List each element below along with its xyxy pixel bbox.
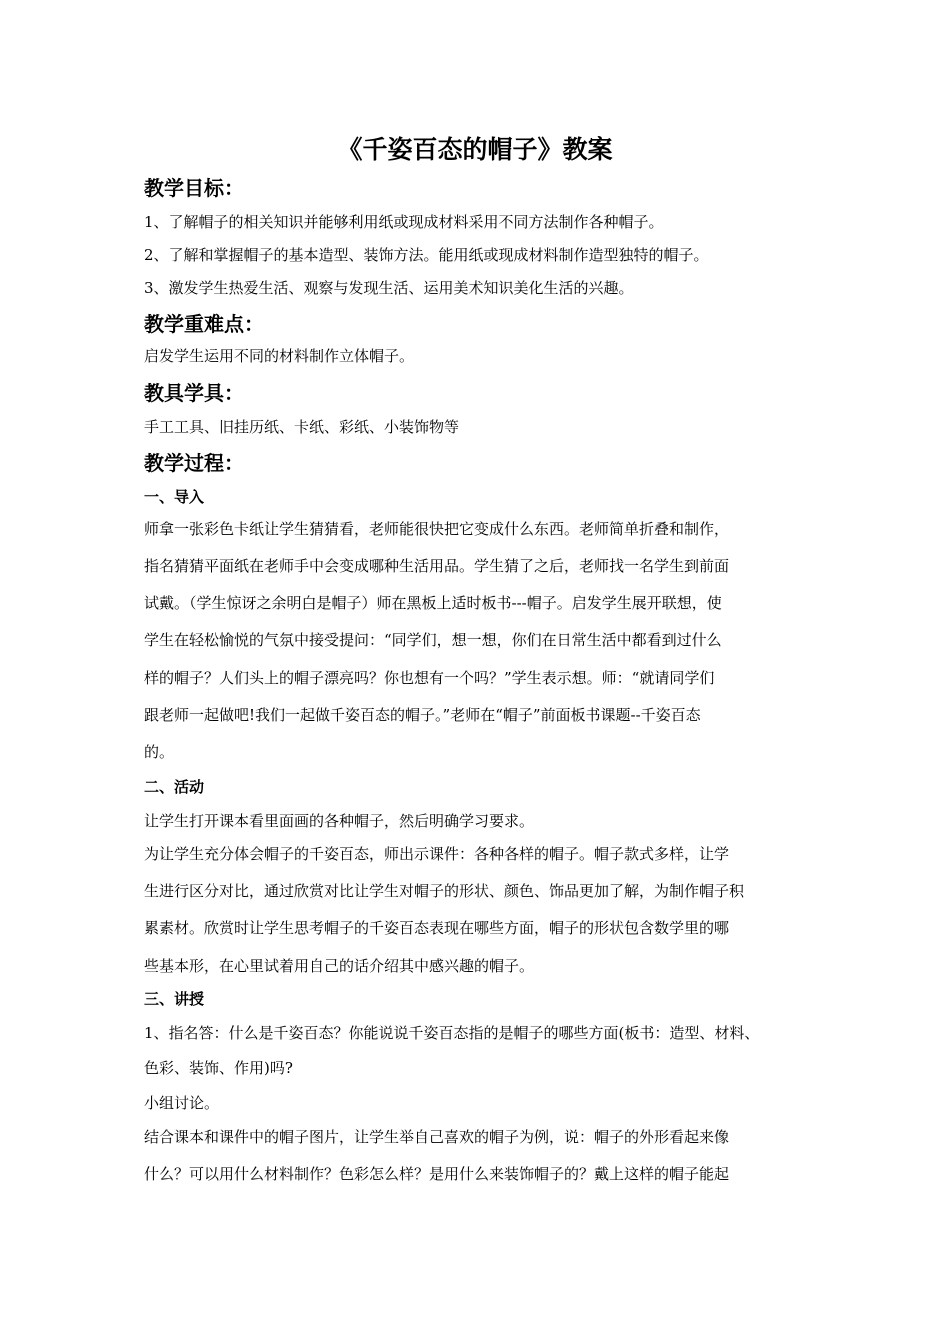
- intro-line: 的。: [144, 743, 175, 761]
- page-title: 《千姿百态的帽子》教案: [337, 135, 613, 164]
- heading-tools: 教具学具：: [144, 381, 244, 405]
- intro-line: 样的帽子？人们头上的帽子漂亮吗？你也想有一个吗？”学生表示想。师：“就请同学们: [144, 669, 715, 687]
- intro-line: 师拿一张彩色卡纸让学生猜猜看，老师能很快把它变成什么东西。老师简单折叠和制作，: [144, 520, 730, 538]
- intro-line: 指名猜猜平面纸在老师手中会变成哪种生活用品。学生猜了之后，老师找一名学生到前面: [144, 557, 730, 575]
- heading-goals: 教学目标：: [144, 176, 244, 200]
- goal-item: 3、激发学生热爱生活、观察与发现生活、运用美术知识美化生活的兴趣。: [144, 279, 634, 297]
- subheading-lecture: 三、讲授: [144, 990, 205, 1008]
- lecture-line: 小组讨论。: [144, 1094, 220, 1112]
- subheading-activity: 二、活动: [144, 778, 205, 796]
- heading-process: 教学过程：: [144, 451, 244, 475]
- activity-line: 生进行区分对比，通过欣赏对比让学生对帽子的形状、颜色、饰品更加了解，为制作帽子积: [144, 882, 745, 900]
- activity-line: 让学生打开课本看里面画的各种帽子，然后明确学习要求。: [144, 812, 535, 830]
- lecture-line: 什么？可以用什么材料制作？色彩怎么样？是用什么来装饰帽子的？戴上这样的帽子能起: [144, 1165, 730, 1183]
- keypoints-text: 启发学生运用不同的材料制作立体帽子。: [144, 347, 415, 365]
- intro-line: 试戴。（学生惊讶之余明白是帽子）师在黑板上适时板书---帽子。启发学生展开联想，使: [144, 594, 722, 612]
- intro-line: 跟老师一起做吧!我们一起做千姿百态的帽子。”老师在“帽子”前面板书课题--千姿百态: [144, 706, 701, 724]
- activity-line: 累素材。欣赏时让学生思考帽子的千姿百态表现在哪些方面，帽子的形状包含数学里的哪: [144, 919, 730, 937]
- activity-line: 为让学生充分体会帽子的千姿百态，师出示课件：各种各样的帽子。帽子款式多样，让学: [144, 845, 730, 863]
- lecture-line: 1、指名答：什么是千姿百态？你能说说千姿百态指的是帽子的哪些方面(板书：造型、材料、: [144, 1024, 760, 1042]
- activity-line: 些基本形，在心里试着用自己的话介绍其中感兴趣的帽子。: [144, 957, 535, 975]
- lecture-line: 结合课本和课件中的帽子图片，让学生举自己喜欢的帽子为例，说：帽子的外形看起来像: [144, 1128, 730, 1146]
- goal-item: 1、了解帽子的相关知识并能够利用纸或现成材料采用不同方法制作各种帽子。: [144, 213, 664, 231]
- tools-text: 手工工具、旧挂历纸、卡纸、彩纸、小装饰物等: [144, 418, 460, 436]
- heading-keypoints: 教学重难点：: [144, 312, 264, 336]
- subheading-intro: 一、导入: [144, 488, 205, 506]
- goal-item: 2、了解和掌握帽子的基本造型、装饰方法。能用纸或现成材料制作造型独特的帽子。: [144, 246, 709, 264]
- intro-line: 学生在轻松愉悦的气氛中接受提问：“同学们，想一想，你们在日常生活中都看到过什么: [144, 631, 722, 649]
- lecture-line: 色彩、装饰、作用)吗?: [144, 1059, 293, 1077]
